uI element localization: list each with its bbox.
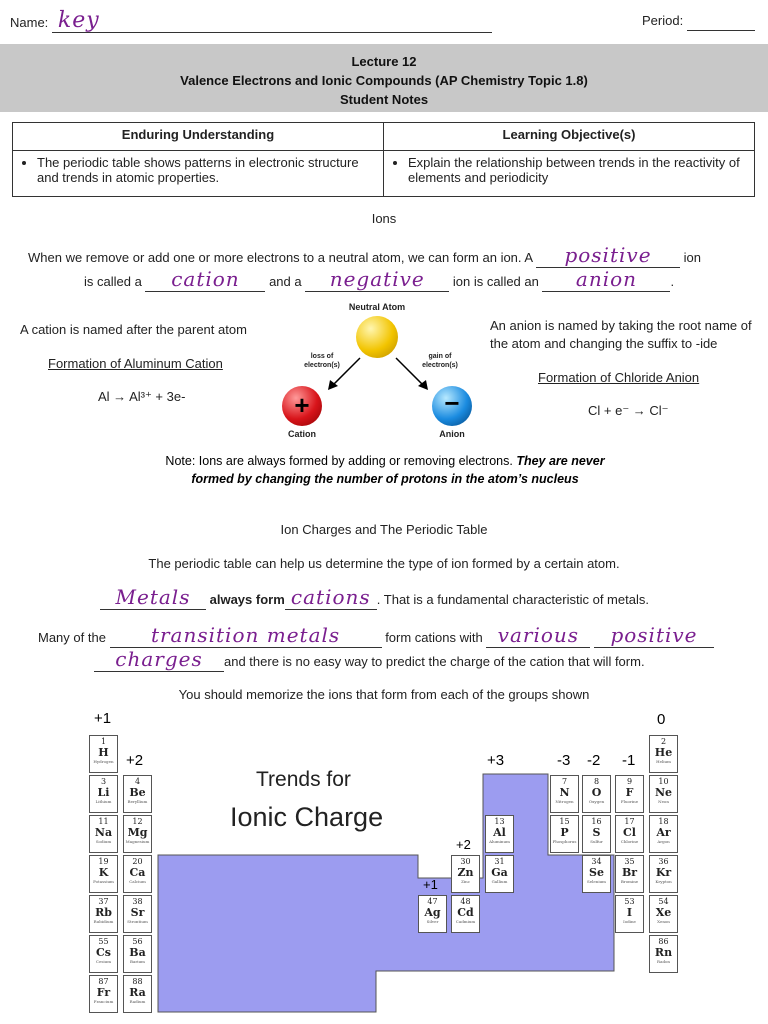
enduring-understanding-cell xyxy=(13,151,384,197)
atomic-number: 86 xyxy=(658,937,669,946)
element-symbol: Ag xyxy=(424,906,441,919)
loss-label: loss of electron(s) xyxy=(304,353,340,369)
element-cell-cd xyxy=(451,895,480,933)
element-name: Selenium xyxy=(587,879,606,884)
element-cell-n xyxy=(550,775,579,813)
cation-formation-title: Formation of Aluminum Cation xyxy=(48,356,223,371)
blank-positive[interactable] xyxy=(536,243,680,268)
atomic-number: 3 xyxy=(100,777,107,786)
group-charge-label: +3 xyxy=(487,752,505,769)
element-symbol: Na xyxy=(94,826,113,839)
blank-charges[interactable] xyxy=(94,647,224,672)
element-symbol: F xyxy=(625,786,634,799)
atomic-number: 16 xyxy=(591,817,602,826)
ions-sentence-1 xyxy=(28,243,758,268)
element-symbol: Li xyxy=(97,786,110,799)
note-block xyxy=(150,452,620,488)
blank-positive-2[interactable] xyxy=(594,623,714,648)
element-name: Barium xyxy=(130,959,145,964)
atomic-number: 54 xyxy=(658,897,669,906)
pt-title-line1: Trends for xyxy=(256,768,351,791)
element-symbol: Kr xyxy=(655,866,672,879)
element-symbol: Al xyxy=(493,826,506,839)
blank-negative[interactable] xyxy=(305,267,449,292)
charges-p3-end: and there is no easy way to predict the charge of the cation that will form. xyxy=(224,654,645,669)
group-charge-label: -3 xyxy=(557,752,571,769)
element-symbol: H xyxy=(98,746,109,759)
atomic-number: 53 xyxy=(624,897,635,906)
element-symbol: Ar xyxy=(656,826,671,839)
element-cell-fr xyxy=(89,975,118,1013)
answer-transition-metals: transition metals xyxy=(150,623,341,647)
element-name: Hydrogen xyxy=(93,759,114,764)
group-charge-label: +2 xyxy=(456,837,471,852)
minus-sign: − xyxy=(444,388,460,418)
element-cell-rb xyxy=(89,895,118,933)
atomic-number: 1 xyxy=(100,737,107,746)
element-cell-al xyxy=(485,815,514,853)
ion-formation-diagram xyxy=(272,300,492,445)
answer-positive-2: positive xyxy=(610,623,698,647)
element-name: Gallium xyxy=(491,879,508,884)
always-form-text: always form xyxy=(209,592,285,607)
element-symbol: Ba xyxy=(129,946,146,959)
element-name: Radon xyxy=(656,959,671,964)
charges-p2-end: . That is a fundamental characteristic of metals. xyxy=(376,592,649,607)
element-cell-i xyxy=(615,895,644,933)
element-symbol: P xyxy=(560,826,569,839)
cation-naming-text: A cation is named after the parent atom xyxy=(20,322,247,337)
element-name: Rubidium xyxy=(93,919,114,924)
element-cell-be xyxy=(123,775,152,813)
element-symbol: N xyxy=(559,786,570,799)
blank-cations[interactable] xyxy=(285,585,377,610)
atomic-number: 9 xyxy=(626,777,633,786)
element-name: Lithium xyxy=(95,799,112,804)
anion-ball xyxy=(432,386,472,426)
element-symbol: K xyxy=(98,866,109,879)
name-label: Name: xyxy=(10,15,49,30)
element-cell-kr xyxy=(649,855,678,893)
group-charge-label: -1 xyxy=(622,752,636,769)
element-symbol: Ca xyxy=(129,866,146,879)
ions-s2-a: is called a xyxy=(84,274,142,289)
lecture-subtitle: Student Notes xyxy=(339,92,429,107)
element-cell-p xyxy=(550,815,579,853)
element-symbol: Rn xyxy=(654,946,673,959)
period-row xyxy=(642,12,755,31)
element-symbol: He xyxy=(654,746,673,759)
element-symbol: Be xyxy=(129,786,146,799)
group-charge-label: 0 xyxy=(657,711,666,728)
element-name: Nitrogen xyxy=(555,799,574,804)
element-name: Xenon xyxy=(657,919,670,924)
answer-cation: cation xyxy=(171,267,240,291)
cation-equation: Al → Al³⁺ + 3e- xyxy=(98,389,186,404)
ions-s2-d: . xyxy=(670,274,675,289)
element-name: Silver xyxy=(426,919,439,924)
anion-label: Anion xyxy=(439,429,465,439)
element-cell-cl xyxy=(615,815,644,853)
answer-various: various xyxy=(497,623,580,647)
element-cell-mg xyxy=(123,815,152,853)
name-field[interactable] xyxy=(52,8,492,33)
element-cell-rn xyxy=(649,935,678,973)
element-cell-zn xyxy=(451,855,480,893)
memorize-instruction: You should memorize the ions that form from each of the groups shown xyxy=(178,687,590,702)
lecture-number: Lecture 12 xyxy=(351,54,417,69)
anion-equation: Cl + e⁻ → Cl⁻ xyxy=(588,403,669,418)
element-symbol: Ga xyxy=(491,866,508,879)
cation-label: Cation xyxy=(288,429,316,439)
element-cell-ga xyxy=(485,855,514,893)
element-name: Helium xyxy=(656,759,671,764)
ions-sentence-2 xyxy=(84,267,764,292)
element-cell-se xyxy=(582,855,611,893)
group-charge-label: +2 xyxy=(126,752,144,769)
element-cell-k xyxy=(89,855,118,893)
answer-negative: negative xyxy=(329,267,425,291)
element-name: Oxygen xyxy=(588,799,605,804)
atomic-number: 87 xyxy=(98,977,109,986)
element-symbol: Mg xyxy=(127,826,148,839)
element-symbol: Cl xyxy=(623,826,636,839)
name-row xyxy=(10,8,492,33)
element-cell-o xyxy=(582,775,611,813)
atomic-number: 15 xyxy=(559,817,570,826)
periodic-table-figure xyxy=(84,708,684,1020)
element-cell-xe xyxy=(649,895,678,933)
element-cell-ca xyxy=(123,855,152,893)
element-name: Francium xyxy=(93,999,114,1004)
element-cell-sr xyxy=(123,895,152,933)
lecture-title: Valence Electrons and Ionic Compounds (AP Chemistry Topic 1.8) xyxy=(180,73,588,88)
period-field[interactable] xyxy=(687,12,755,31)
element-symbol: Cd xyxy=(457,906,474,919)
charges-p3-line1 xyxy=(38,623,768,648)
element-cell-ne xyxy=(649,775,678,813)
atomic-number: 7 xyxy=(561,777,568,786)
element-symbol: Br xyxy=(621,866,638,879)
element-cell-na xyxy=(89,815,118,853)
element-symbol: Xe xyxy=(655,906,672,919)
element-cell-ra xyxy=(123,975,152,1013)
atomic-number: 35 xyxy=(624,857,635,866)
answer-anion: anion xyxy=(575,267,638,291)
ions-s2-c: ion is called an xyxy=(452,274,539,289)
element-name: Sulfur xyxy=(590,839,603,844)
atomic-number: 20 xyxy=(132,857,143,866)
anion-naming-text: An anion is named by taking the root name of the atom and changing the suffix to -ide xyxy=(490,318,752,351)
element-cell-cs xyxy=(89,935,118,973)
element-name: Magnesium xyxy=(125,839,150,844)
element-name: Krypton xyxy=(655,879,672,884)
group-charge-label: +1 xyxy=(423,877,438,892)
element-name: Strontium xyxy=(127,919,148,924)
pt-title-line2: Ionic Charge xyxy=(230,802,384,832)
form-cations-with-text: form cations with xyxy=(385,630,483,645)
element-name: Potassium xyxy=(93,879,114,884)
charges-p3-line2 xyxy=(94,647,768,672)
blank-cation[interactable] xyxy=(145,267,265,292)
element-cell-he xyxy=(649,735,678,773)
enduring-understanding-header: Enduring Understanding xyxy=(13,123,384,151)
answer-positive: positive xyxy=(564,243,652,267)
element-symbol: Ra xyxy=(129,986,146,999)
anion-formation-title: Formation of Chloride Anion xyxy=(538,370,700,385)
many-of-the-text: Many of the xyxy=(38,630,106,645)
element-cell-li xyxy=(89,775,118,813)
element-name: Phosphorus xyxy=(552,839,577,844)
blank-various[interactable] xyxy=(486,623,590,648)
element-cell-ar xyxy=(649,815,678,853)
answer-charges: charges xyxy=(115,647,203,671)
element-symbol: Cs xyxy=(96,946,111,959)
atomic-number: 18 xyxy=(658,817,669,826)
ions-heading: Ions xyxy=(371,211,397,226)
answer-metals: Metals xyxy=(115,585,191,609)
atomic-number: 36 xyxy=(658,857,669,866)
element-symbol: Fr xyxy=(96,986,111,999)
element-name: Fluorine xyxy=(620,799,639,804)
plus-sign: + xyxy=(294,390,310,420)
element-symbol: Zn xyxy=(457,866,474,879)
answer-cations: cations xyxy=(290,585,371,609)
atomic-number: 10 xyxy=(658,777,669,786)
title-band xyxy=(0,44,768,112)
ions-s1-text: When we remove or add one or more electrons to a neutral atom, we can form an ion. A xyxy=(28,250,533,265)
element-symbol: Ne xyxy=(654,786,673,799)
element-cell-ag xyxy=(418,895,447,933)
atomic-number: 12 xyxy=(132,817,143,826)
enduring-understanding-text: • The periodic table shows patterns in electronic structure and trends in atomic properties. xyxy=(37,155,375,185)
atomic-number: 8 xyxy=(593,777,600,786)
group-charge-label: +1 xyxy=(94,710,112,727)
atomic-number: 19 xyxy=(98,857,109,866)
atomic-number: 34 xyxy=(591,857,602,866)
period-label: Period: xyxy=(642,13,684,28)
element-name: Cesium xyxy=(95,959,112,964)
element-name: Argon xyxy=(657,839,670,844)
element-name: Beryllium xyxy=(127,799,148,804)
group-charge-label: -2 xyxy=(587,752,601,769)
element-name: Sodium xyxy=(95,839,112,844)
element-symbol: Rb xyxy=(95,906,112,919)
element-symbol: O xyxy=(591,786,602,799)
learning-objective-text: • Explain the relationship between trends in the reactivity of elements and periodicity xyxy=(408,155,746,185)
atomic-number: 47 xyxy=(427,897,438,906)
atomic-number: 4 xyxy=(134,777,141,786)
atomic-number: 13 xyxy=(494,817,505,826)
name-value: key xyxy=(57,8,100,33)
neutral-atom-label: Neutral Atom xyxy=(348,302,406,312)
note-plain: Note: Ions are always formed by adding or removing electrons. xyxy=(165,454,513,468)
element-cell-h xyxy=(89,735,118,773)
atomic-number: 38 xyxy=(132,897,143,906)
element-cell-s xyxy=(582,815,611,853)
learning-objective-cell xyxy=(384,151,755,197)
gain-label: gain of electron(s) xyxy=(422,353,458,369)
element-symbol: S xyxy=(592,826,601,839)
atomic-number: 48 xyxy=(460,897,471,906)
element-symbol: Sr xyxy=(130,906,145,919)
blank-anion[interactable] xyxy=(542,267,670,292)
ions-s2-b: and a xyxy=(269,274,302,289)
atomic-number: 37 xyxy=(98,897,109,906)
atomic-number: 30 xyxy=(460,857,471,866)
note-bold: They are never formed by changing the number of protons in the atom’s nucleus xyxy=(191,454,605,486)
atomic-number: 11 xyxy=(98,817,109,826)
atomic-number: 88 xyxy=(132,977,143,986)
element-name: Radium xyxy=(129,999,146,1004)
element-name: Aluminum xyxy=(489,839,510,844)
atomic-number: 17 xyxy=(624,817,635,826)
blank-transition-metals[interactable] xyxy=(110,623,382,648)
element-cell-br xyxy=(615,855,644,893)
element-name: Calcium xyxy=(129,879,146,884)
atomic-number: 56 xyxy=(132,937,143,946)
cation-ball xyxy=(282,386,322,426)
atomic-number: 2 xyxy=(660,737,667,746)
element-name: Bromine xyxy=(620,879,639,884)
learning-objective-header: Learning Objective(s) xyxy=(384,123,755,151)
element-name: Iodine xyxy=(623,919,636,924)
element-cell-ba xyxy=(123,935,152,973)
element-name: Neon xyxy=(658,799,669,804)
ions-s1-end: ion xyxy=(683,250,701,265)
element-symbol: Se xyxy=(589,866,604,879)
atomic-number: 55 xyxy=(98,937,109,946)
element-cell-f xyxy=(615,775,644,813)
objectives-table xyxy=(12,122,755,197)
element-name: Cadmium xyxy=(455,919,476,924)
atomic-number: 31 xyxy=(494,857,505,866)
element-name: Zinc xyxy=(461,879,470,884)
blank-metals[interactable] xyxy=(100,585,206,610)
charges-p1: The periodic table can help us determine the type of ion formed by a certain atom. xyxy=(148,556,620,571)
element-name: Chlorine xyxy=(620,839,639,844)
charges-p2 xyxy=(100,585,768,610)
charges-heading: Ion Charges and The Periodic Table xyxy=(280,522,488,537)
element-symbol: I xyxy=(626,906,633,919)
